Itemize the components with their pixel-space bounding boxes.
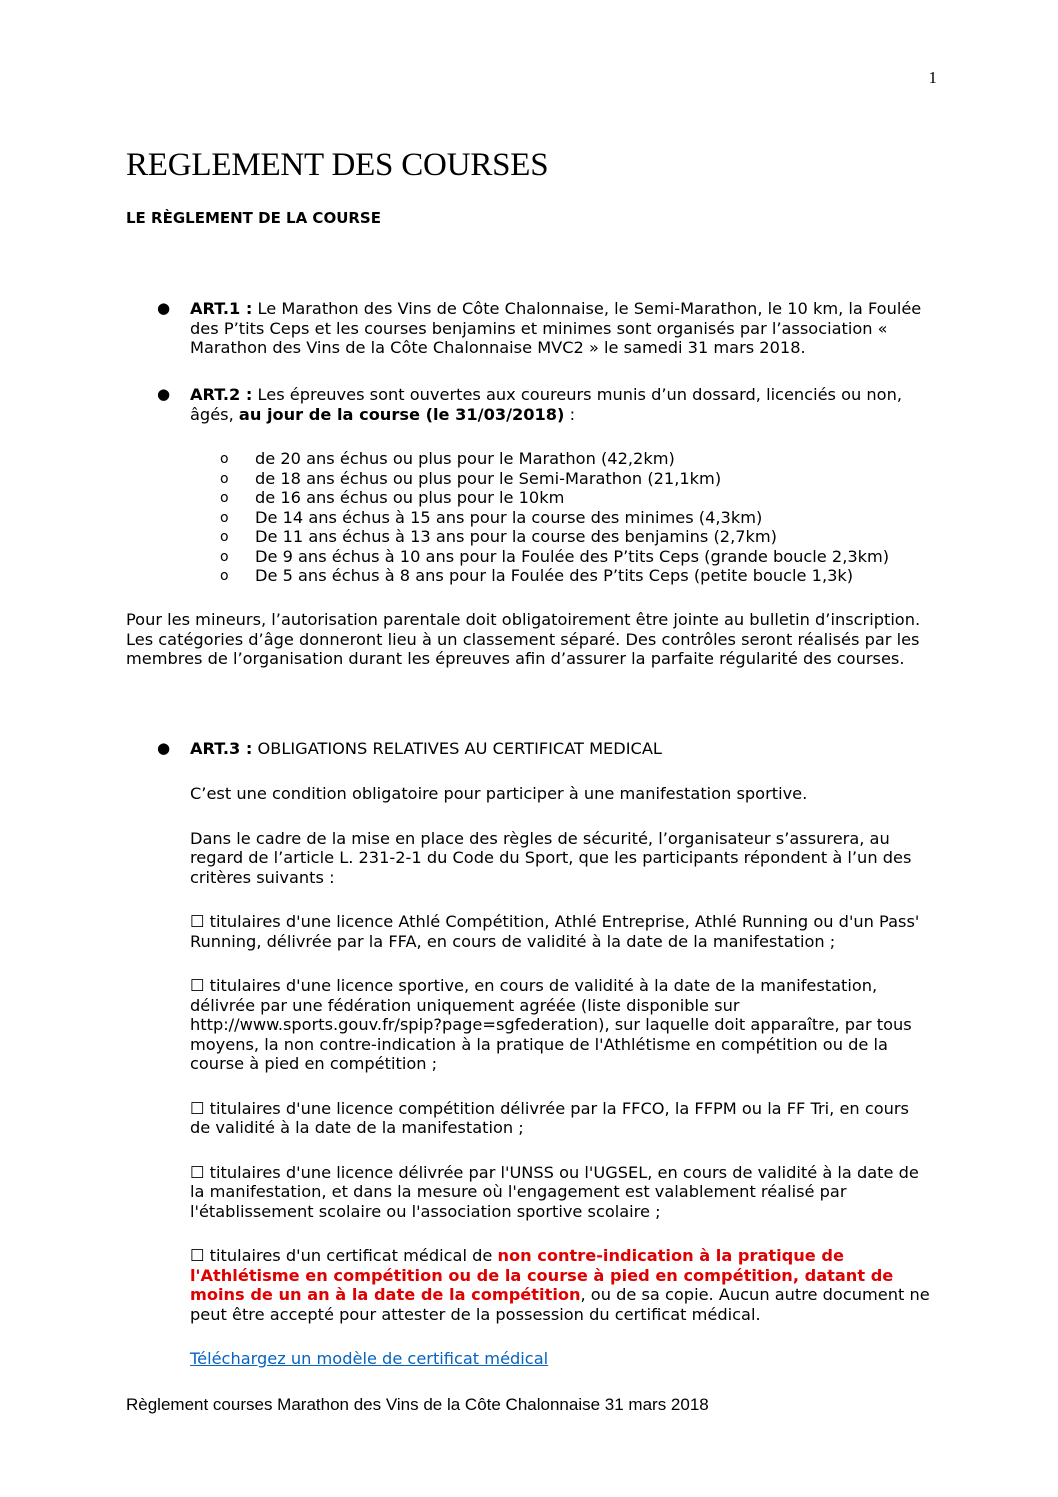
article-3-label: ART.3 : <box>190 739 253 758</box>
checkbox-icon: ☐ <box>190 976 205 995</box>
age-categories-list <box>220 449 889 586</box>
criterion-ffco-licence <box>190 1099 930 1138</box>
list-item-text: De 14 ans échus à 15 ans pour la course des minimes (4,3km) <box>255 507 763 527</box>
circle-bullet-icon: o <box>220 490 229 506</box>
certificate-text: titulaires d'un certificat médical de <box>204 1246 498 1265</box>
circle-bullet-icon: o <box>220 509 229 526</box>
list-item <box>220 449 889 469</box>
article-2-colon: : <box>564 404 576 424</box>
article-1-text: Le Marathon des Vins de Côte Chalonnaise, le Semi-Marathon, le 10 km, la Foulée des P’tits Ceps et les courses benjamins et minimes sont organisés par l’association « Marathon des Vins de la Côte Chalonnaise MVC2 » le samedi 31 mars 2018. <box>190 299 922 357</box>
checkbox-icon: ☐ <box>190 1162 205 1182</box>
list-item-text: De 11 ans échus à 13 ans pour la course des benjamins (2,7km) <box>255 527 777 546</box>
list-item <box>220 566 889 586</box>
page-number: 1 <box>928 68 937 87</box>
criterion-text: titulaires d'une licence Athlé Compétition, Athlé Entreprise, Athlé Running ou d'un Pass' Running, délivrée par la FFA, en cours de validité à la date de la manifestation ; <box>190 912 920 951</box>
article-1 <box>157 299 940 358</box>
document-title: REGLEMENT DES COURSES <box>126 147 549 183</box>
list-item-text: De 5 ans échus à 8 ans pour la Foulée des P’tits Ceps (petite boucle 1,3k) <box>255 566 854 585</box>
list-item <box>220 508 889 528</box>
article-2 <box>157 385 940 424</box>
bullet-icon: ● <box>157 385 171 403</box>
article-2-text: Les épreuves sont ouvertes aux coureurs munis d’un dossard, licenciés ou non, âgés, <box>190 385 902 424</box>
page-footer: Règlement courses Marathon des Vins de la Côte Chalonnaise 31 mars 2018 <box>126 1395 709 1414</box>
circle-bullet-icon: o <box>220 470 229 487</box>
context-paragraph: Dans le cadre de la mise en place des règles de sécurité, l’organisateur s’assurera, au regard de l’article L. 231-2-1 du Code du Sport, que les participants répondent à l’un des critères suivants : <box>190 828 912 887</box>
criterion-text: titulaires d'une licence délivrée par l'UNSS ou l'UGSEL, en cours de validité à la date de la manifestation, et dans la mesure où l'engagement est valablement réalisé par l'établissement scolaire ou l'association sportive scolaire ; <box>190 1162 919 1221</box>
download-certificate-link[interactable]: Téléchargez un modèle de certificat médical <box>190 1349 549 1368</box>
checkbox-icon: ☐ <box>190 1246 205 1265</box>
list-item-text: De 9 ans échus à 10 ans pour la Foulée des P’tits Ceps (grande boucle 2,3km) <box>255 546 890 566</box>
list-item <box>220 488 889 508</box>
bullet-icon: ● <box>157 299 171 317</box>
criterion-ffa-licence <box>190 912 930 951</box>
article-3-title: OBLIGATIONS RELATIVES AU CERTIFICAT MEDICAL <box>252 739 662 758</box>
list-item-text: de 20 ans échus ou plus pour le Marathon (42,2km) <box>255 449 675 468</box>
list-item-text: de 16 ans échus ou plus pour le 10km <box>255 488 565 507</box>
circle-bullet-icon: o <box>220 568 229 584</box>
article-3-body <box>190 784 930 1369</box>
circle-bullet-icon: o <box>220 548 229 565</box>
section-heading: LE RÈGLEMENT DE LA COURSE <box>126 209 381 227</box>
circle-bullet-icon: o <box>220 451 229 467</box>
criterion-text: titulaires d'une licence compétition délivrée par la FFCO, la FFPM ou la FF Tri, en cours de validité à la date de la manifestation ; <box>190 1098 909 1137</box>
list-item-text: de 18 ans échus ou plus pour le Semi-Marathon (21,1km) <box>255 468 722 488</box>
condition-paragraph: C’est une condition obligatoire pour participer à une manifestation sportive. <box>190 784 808 803</box>
circle-bullet-icon: o <box>220 529 229 545</box>
minors-paragraph: Pour les mineurs, l’autorisation parentale doit obligatoirement être jointe au bulletin d’inscription. Les catégories d’âge donneront lieu à un classement séparé. Des contrôles seront réalisés par les membres de l’organisation durant les épreuves afin d’assurer la parfaite régularité des courses. <box>126 610 921 668</box>
bullet-icon: ● <box>157 739 171 757</box>
list-item <box>220 547 889 567</box>
article-2-race-date: au jour de la course (le 31/03/2018) <box>238 404 565 424</box>
criterion-text: titulaires d'une licence sportive, en cours de validité à la date de la manifestation, délivrée par une fédération uniquement agréée (liste disponible sur http://www.sports.gouv.fr/spip?page=sgfederation), sur laquelle doit apparaître, par tous moyens, la non contre-indication à la pratique de l'Athlétisme en compétition ou de la course à pied en compétition ; <box>190 976 912 1073</box>
article-1-label: ART.1 : <box>190 299 253 318</box>
criterion-unss-licence <box>190 1163 930 1222</box>
criterion-medical-certificate <box>190 1246 930 1324</box>
checkbox-icon: ☐ <box>190 1098 205 1118</box>
article-2-label: ART.2 : <box>190 385 253 404</box>
certificate-text-end: , ou de sa copie. Aucun autre document ne peut être accepté pour attester de la possession du certificat médical. <box>190 1285 930 1324</box>
article-3-heading <box>157 739 940 759</box>
criterion-sports-licence <box>190 976 930 1074</box>
list-item <box>220 527 889 547</box>
checkbox-icon: ☐ <box>190 912 205 931</box>
certificate-requirement-highlight: non contre-indication à la pratique de l'Athlétisme en compétition ou de la course à pied en compétition, datant de moins de un an à la date de la compétition <box>190 1246 894 1304</box>
list-item <box>220 469 889 489</box>
download-link-paragraph <box>190 1349 930 1369</box>
